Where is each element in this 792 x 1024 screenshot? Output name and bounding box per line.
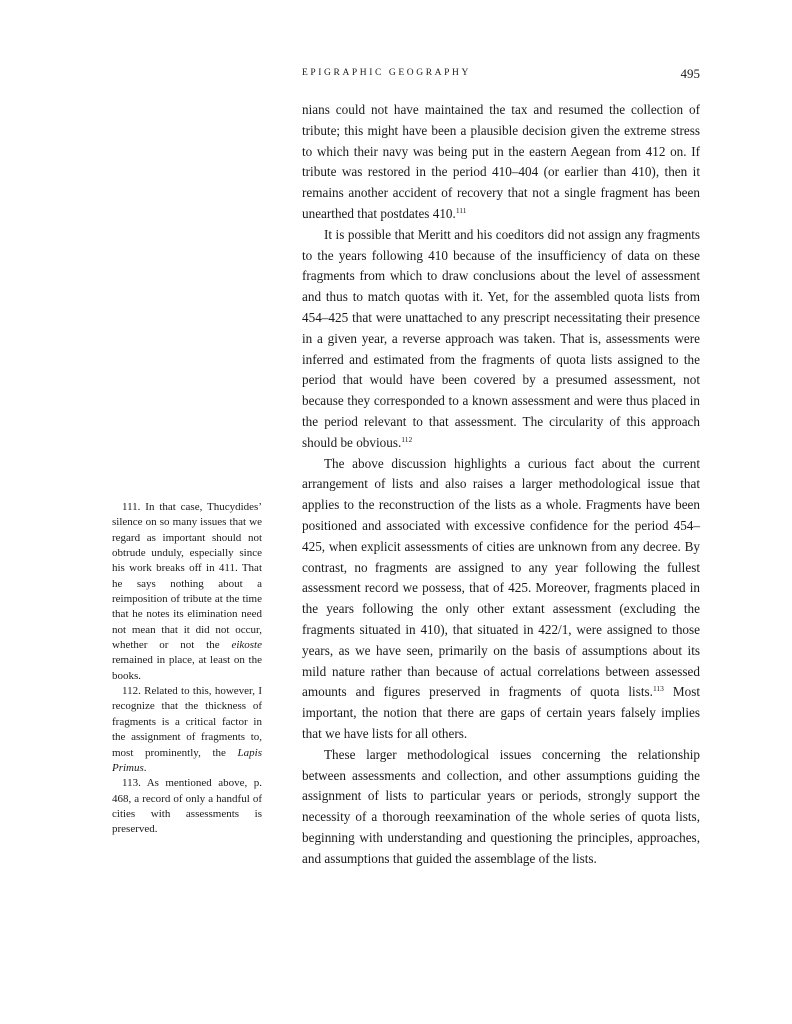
footnote-112 — [112, 684, 262, 776]
body-paragraph-1 — [302, 100, 700, 225]
footnote-italic: Lapis Primus — [112, 746, 262, 774]
paragraph-text: nians could not have maintained the tax and resumed the collection of tribute; this might have been a plausible decision given the extreme stress to which their navy was being put in the eastern Aegean from 412 on. If tribute was restored in the period 410–404 (or earlier than 410), then it remains another accident of recovery that not a single fragment has been unearthed that postdates 410. — [302, 102, 700, 221]
footnote-ref-112[interactable]: 112 — [401, 434, 413, 444]
footnote-text: 113. As mentioned above, p. 468, a record of only a handful of cities with assessments is preserved. — [112, 777, 262, 836]
page-number: 495 — [680, 66, 700, 81]
footnotes-column — [112, 500, 262, 838]
running-title: EPIGRAPHIC GEOGRAPHY — [302, 68, 471, 78]
paragraph-text: It is possible that Meritt and his coeditors did not assign any fragments to the years following 410 because of the insufficiency of data on these fragments from which to draw conclusions about the level of assessment and thus to match quotas with it. Yet, for the assembled quota lists from 454–425 that were unattached to any prescript necessitating their presence in a given year, a reverse approach was taken. That is, assessments were inferred and estimated from the fragments of quota lists assigned to the period that would have been covered by a presumed assessment, not because they corresponded to a known assessment and were thus placed in the period relevant to that assessment. The circularity of this approach should be obvious. — [302, 226, 700, 450]
footnote-111 — [112, 500, 262, 684]
footnote-italic: eikoste — [231, 639, 262, 652]
paragraph-text: These larger methodological issues concerning the relationship between assessments and collection, and other assumptions guiding the assignment of lists to particular years or periods, strongly support the necessity of a thorough reexamination of the whole series of quota lists, beginning with understanding and questioning the principles, approaches, and assumptions that guided the assemblage of the lists. — [302, 746, 700, 866]
footnote-text: remained in place, at least on the books. — [112, 654, 262, 682]
footnote-text: 111. In that case, Thucydides’ silence on so many issues that we regard as important should not obtrude unduly, especially since his work breaks off in 411. That he says nothing about a reimposition of tribute at the time that he notes its elimination need not mean that it did not occur, whether or not the — [112, 501, 262, 652]
footnote-ref-111[interactable]: 111 — [455, 205, 467, 215]
paragraph-text: The above discussion highlights a curious fact about the current arrangement of lists and also raises a larger methodological issue that applies to the reconstruction of the lists as a whole. Fragments have been positioned and associated with excessive confidence for the period 454–425, when explicit assessments of cities are unknown from any decree. By contrast, no fragments are assigned to any year following the fullest assessment record we possess, that of 425. Moreover, fragments placed in the years following the only other extant assessment (excluding the fragments situated in 410), that situated in 422/1, were assigned to those years, as we have seen, primarily on the basis of assumptions about its mild nature rather than because of actual correlations between assessed amounts and figures preserved in fragments of quota lists. — [302, 455, 700, 700]
footnote-ref-113[interactable]: 113 — [652, 684, 664, 694]
body-paragraph-3 — [302, 454, 700, 745]
paragraph-text: Most important, the notion that there are gaps of certain years falsely implies that we have lists for all others. — [302, 684, 700, 741]
main-text-column — [302, 100, 700, 869]
running-head — [302, 68, 700, 84]
body-paragraph-4 — [302, 745, 700, 870]
body-paragraph-2 — [302, 225, 700, 454]
footnote-text: . — [143, 761, 147, 774]
footnote-text: 112. Related to this, however, I recognize that the thickness of fragments is a critical factor in the assignment of fragments to, most prominently, the — [112, 685, 262, 759]
footnote-113 — [112, 776, 262, 837]
